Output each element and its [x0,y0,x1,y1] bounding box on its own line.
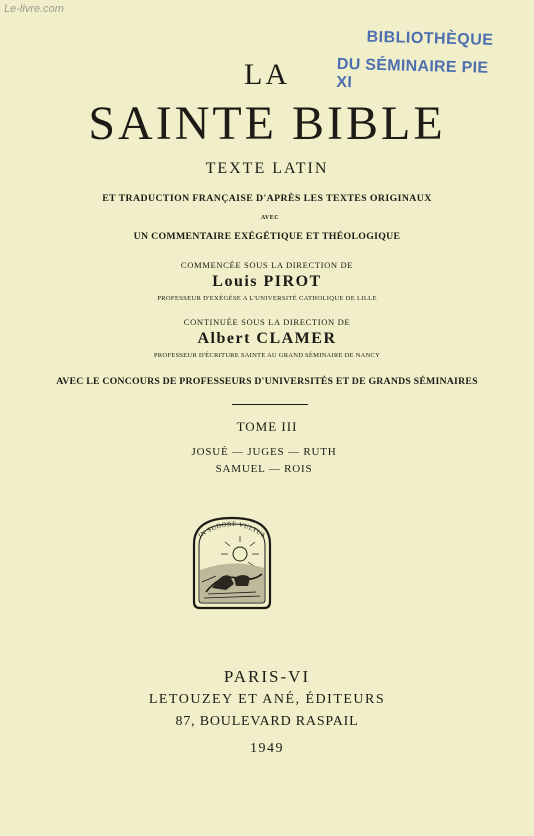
director-pirot: Louis PIROT [212,273,322,290]
vignette-motto: IN SUDORE VULTUS [197,520,267,540]
book-title: SAINTE BIBLE [88,97,446,150]
director-clamer: Albert CLAMER [197,330,337,347]
stamp-line-2: DU SÉMINAIRE PIE XI [336,55,489,92]
commenced-line: COMMENCÉE SOUS LA DIRECTION DE [180,260,354,270]
avec-line: AVEC [260,215,280,221]
publisher-vignette [186,512,278,612]
books-line-2: SAMUEL — ROIS [215,463,313,475]
continued-line: CONTINUÉE SOUS LA DIRECTION DE [183,317,351,327]
stamp-line-1: BIBLIOTHÈQUE [366,28,494,49]
watermark: Le-livre.com [4,3,64,15]
books-line-1: JOSUÉ — JUGES — RUTH [191,446,337,458]
publisher-city: PARIS-VI [223,667,311,686]
publisher-address: 87, BOULEVARD RASPAIL [175,714,359,729]
publisher-name: LETOUZEY ET ANÉ, ÉDITEURS [148,692,386,707]
director-clamer-title: PROFESSEUR D'ÉCRITURE SAINTE AU GRAND SÉMINAIRE DE NANCY [153,352,381,359]
divider [232,404,308,405]
publication-year: 1949 [250,741,284,756]
translation-line: ET TRADUCTION FRANÇAISE D'APRÈS LES TEXTES ORIGINAUX [102,193,432,204]
subtitle: TEXTE LATIN [205,160,329,177]
director-pirot-title: PROFESSEUR D'EXÉGÈSE A L'UNIVERSITÉ CATHOLIQUE DE LILLE [157,295,377,302]
contributors-line: AVEC LE CONCOURS DE PROFESSEURS D'UNIVERSITÉS ET DE GRANDS SÉMINAIRES [56,376,478,387]
commentary-line: UN COMMENTAIRE EXÉGÉTIQUE ET THÉOLOGIQUE [133,231,401,242]
volume-number: TOME III [236,419,298,434]
title-article: LA [244,58,290,91]
